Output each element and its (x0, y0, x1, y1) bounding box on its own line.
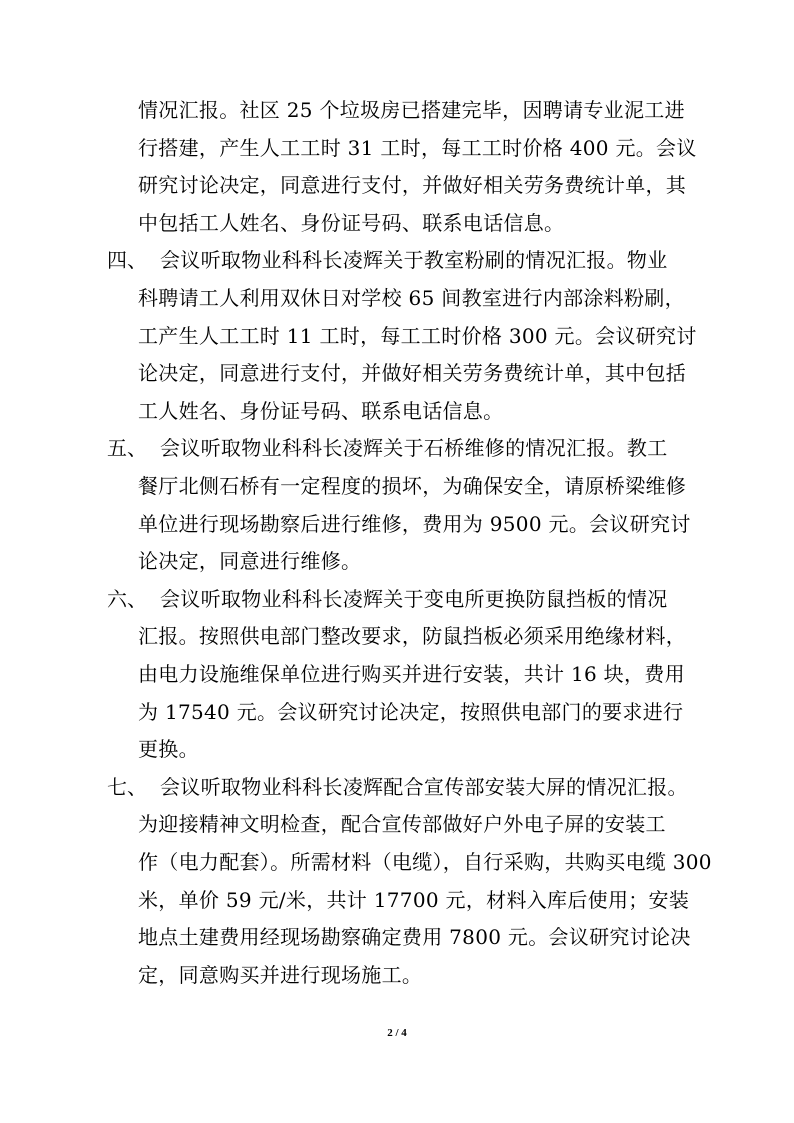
paragraph-line: 餐厅北侧石桥有一定程度的损坏，为确保安全，请原桥梁维修 (138, 474, 687, 498)
paragraph-line: 论决定，同意进行支付，并做好相关劳务费统计单，其中包括 (138, 361, 687, 385)
paragraph-line: 工产生人工工时 11 工时，每工工时价格 300 元。会议研究讨 (138, 324, 697, 348)
paragraph-line: 研究讨论决定，同意进行支付，并做好相关劳务费统计单，其 (138, 173, 687, 197)
paragraph-line: 更换。 (138, 737, 199, 761)
paragraph-line: 中包括工人姓名、身份证号码、联系电话信息。 (138, 211, 565, 235)
list-item-number: 四、 (107, 248, 147, 272)
list-item-number: 七、 (107, 775, 147, 799)
list-item-number: 六、 (107, 587, 147, 611)
paragraph-line: 单位进行现场勘察后进行维修，费用为 9500 元。会议研究讨 (138, 512, 691, 536)
paragraph-line: 行搭建，产生人工工时 31 工时，每工工时价格 400 元。会议 (138, 136, 697, 160)
paragraph-line: 为迎接精神文明检查，配合宣传部做好户外电子屏的安装工 (138, 812, 666, 836)
paragraph-line: 论决定，同意进行维修。 (138, 549, 362, 573)
paragraph-line: 为 17540 元。会议研究讨论决定，按照供电部门的要求进行 (138, 700, 684, 724)
paragraph-line: 定，同意购买并进行现场施工。 (138, 963, 423, 987)
paragraph-line: 工人姓名、身份证号码、联系电话信息。 (138, 399, 504, 423)
paragraph-line: 汇报。按照供电部门整改要求，防鼠挡板必须采用绝缘材料， (138, 624, 687, 648)
paragraph-line: 地点土建费用经现场勘察确定费用 7800 元。会议研究讨论决 (138, 925, 691, 949)
paragraph-line: 作（电力配套）。所需材料（电缆），自行采购，共购买电缆 300 (138, 850, 712, 874)
paragraph-line: 会议听取物业科科长凌辉配合宣传部安装大屏的情况汇报。 (160, 775, 688, 799)
paragraph-line: 会议听取物业科科长凌辉关于教室粉刷的情况汇报。物业 (160, 248, 668, 272)
page-number: 2 / 4 (387, 1027, 407, 1039)
paragraph-line: 米，单价 59 元/米，共计 17700 元，材料入库后使用；安装 (138, 888, 690, 912)
paragraph-line: 会议听取物业科科长凌辉关于变电所更换防鼠挡板的情况 (160, 587, 668, 611)
paragraph-line: 情况汇报。社区 25 个垃圾房已搭建完毕，因聘请专业泥工进 (138, 98, 685, 122)
paragraph-line: 由电力设施维保单位进行购买并进行安装，共计 16 块，费用 (138, 662, 685, 686)
list-item-number: 五、 (107, 436, 147, 460)
paragraph-line: 会议听取物业科科长凌辉关于石桥维修的情况汇报。教工 (160, 436, 668, 460)
paragraph-line: 科聘请工人利用双休日对学校 65 间教室进行内部涂料粉刷， (138, 286, 685, 310)
